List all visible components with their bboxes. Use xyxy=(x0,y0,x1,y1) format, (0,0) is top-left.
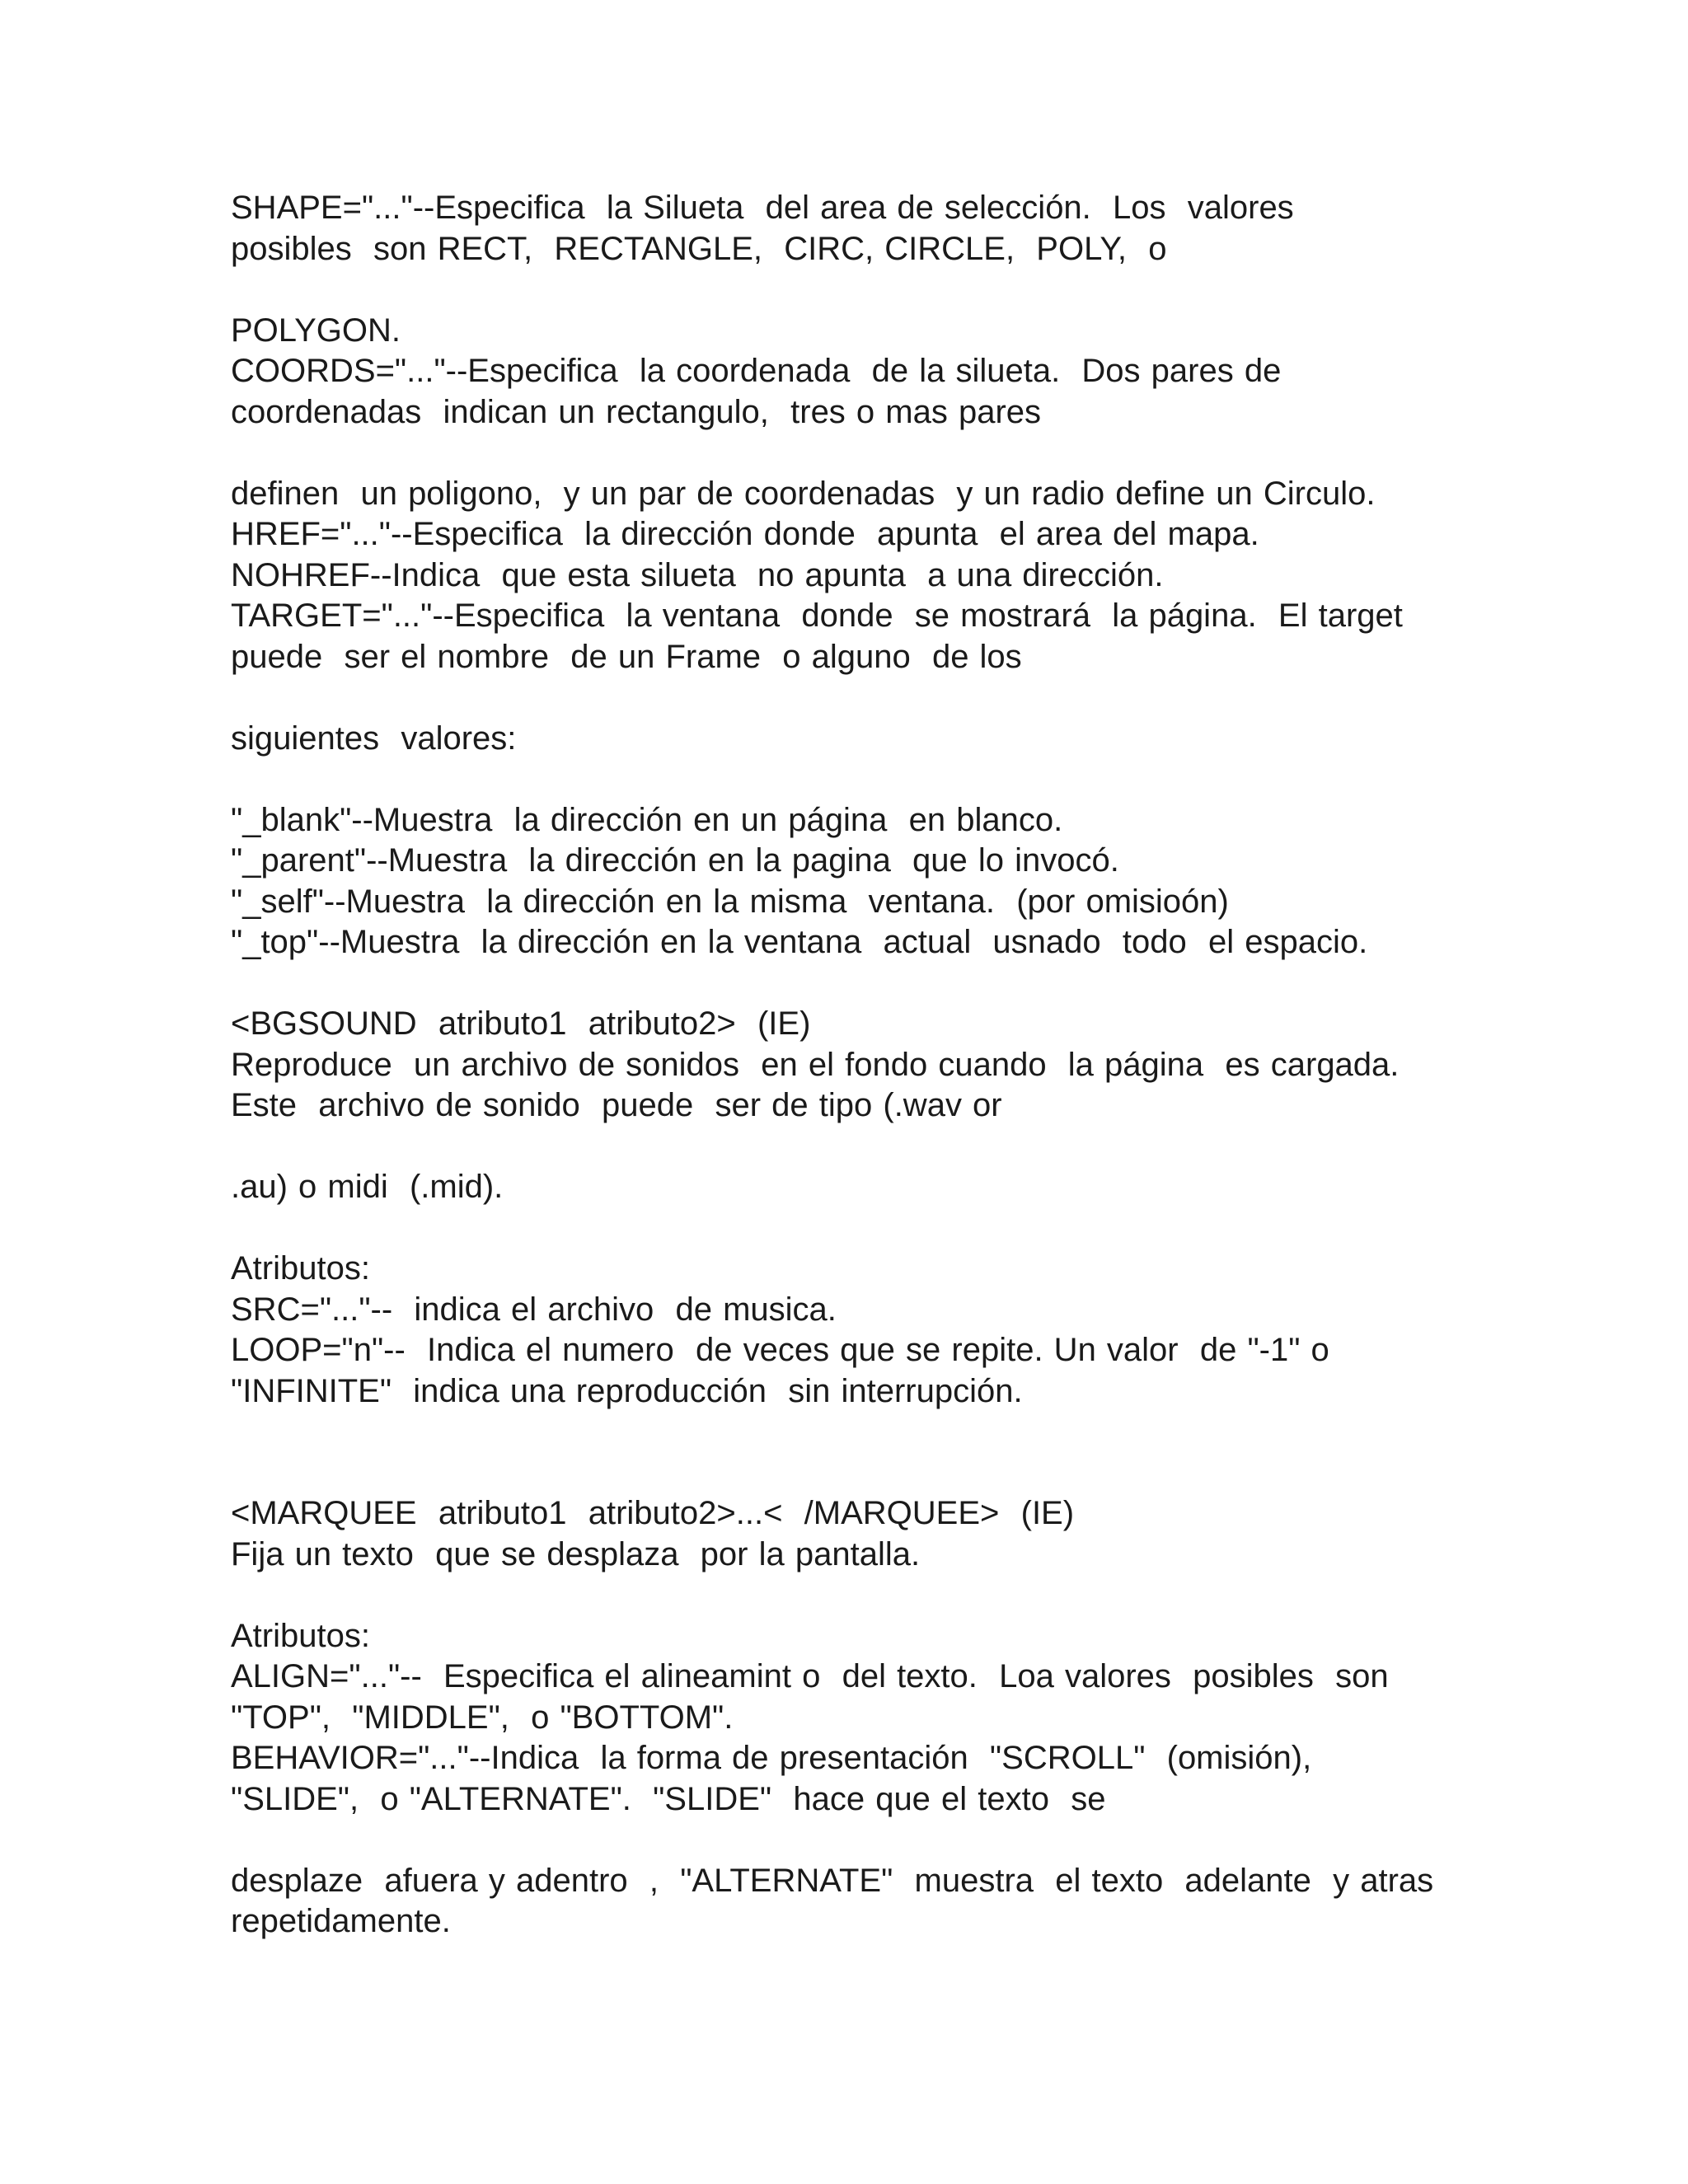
text-line: "_parent"--Muestra la dirección en la pagina que lo invocó. xyxy=(231,842,1119,879)
text-line: LOOP="n"-- Indica el numero de veces que se repite. Un valor de "-1" o xyxy=(231,1332,1329,1368)
text-line: definen un poligono, y un par de coordenadas y un radio define un Circulo. xyxy=(231,475,1376,512)
blank-line xyxy=(231,1208,1467,1249)
blank-line xyxy=(231,1575,1467,1616)
text-line: "_blank"--Muestra la dirección en un página en blanco. xyxy=(231,801,1063,838)
text-line: "TOP", "MIDDLE", o "BOTTOM". xyxy=(231,1699,734,1736)
blank-line xyxy=(231,1127,1467,1168)
text-line: "INFINITE" indica una reproducción sin interrupción. xyxy=(231,1372,1023,1409)
text-line: SHAPE="..."--Especifica la Silueta del area de selección. Los valores xyxy=(231,190,1294,226)
blank-line xyxy=(231,1412,1467,1453)
blank-line xyxy=(231,963,1467,1005)
blank-line xyxy=(231,759,1467,800)
text-line: puede ser el nombre de un Frame o alguno de los xyxy=(231,638,1022,675)
blank-line xyxy=(231,433,1467,474)
text-line: TARGET="..."--Especifica la ventana donde se mostrará la página. El target xyxy=(231,598,1403,634)
text-line: "_top"--Muestra la dirección en la ventana actual usnado todo el espacio. xyxy=(231,924,1368,960)
text-line: repetidamente. xyxy=(231,1903,451,1939)
text-line: Atributos: xyxy=(231,1617,370,1654)
blank-line xyxy=(231,1453,1467,1494)
text-line: coordenadas indican un rectangulo, tres o mas pares xyxy=(231,393,1042,430)
text-line: Este archivo de sonido puede ser de tipo (.wav or xyxy=(231,1087,1002,1123)
text-line: Fija un texto que se desplaza por la pantalla. xyxy=(231,1535,921,1572)
text-line: NOHREF--Indica que esta silueta no apunta a una dirección. xyxy=(231,556,1164,593)
text-line: COORDS="..."--Especifica la coordenada de la silueta. Dos pares de xyxy=(231,353,1282,389)
text-line: posibles son RECT, RECTANGLE, CIRC, CIRCLE, POLY, o xyxy=(231,230,1167,267)
document-body xyxy=(231,188,1467,1943)
text-line: POLYGON. xyxy=(231,312,401,349)
blank-line xyxy=(231,269,1467,311)
text-line: .au) o midi (.mid). xyxy=(231,1169,504,1205)
text-line: ALIGN="..."-- Especifica el alineamint o del texto. Loa valores posibles son xyxy=(231,1658,1389,1694)
text-line: "_self"--Muestra la dirección en la misma ventana. (por omisioón) xyxy=(231,883,1229,920)
text-line: desplaze afuera y adentro , "ALTERNATE" muestra el texto adelante y atras xyxy=(231,1862,1434,1899)
text-line: "SLIDE", o "ALTERNATE". "SLIDE" hace que el texto se xyxy=(231,1780,1106,1817)
text-line: <MARQUEE atributo1 atributo2>...< /MARQUEE> (IE) xyxy=(231,1495,1075,1531)
text-line: Atributos: xyxy=(231,1250,370,1286)
text-line: BEHAVIOR="..."--Indica la forma de presentación "SCROLL" (omisión), xyxy=(231,1740,1312,1776)
text-line: Reproduce un archivo de sonidos en el fondo cuando la página es cargada. xyxy=(231,1046,1400,1083)
blank-line xyxy=(231,677,1467,719)
text-line: HREF="..."--Especifica la dirección donde apunta el area del mapa. xyxy=(231,516,1259,552)
blank-line xyxy=(231,1820,1467,1861)
text-line: siguientes valores: xyxy=(231,719,517,757)
text-line: SRC="..."-- indica el archivo de musica. xyxy=(231,1291,837,1328)
text-line: <BGSOUND atributo1 atributo2> (IE) xyxy=(231,1005,811,1042)
